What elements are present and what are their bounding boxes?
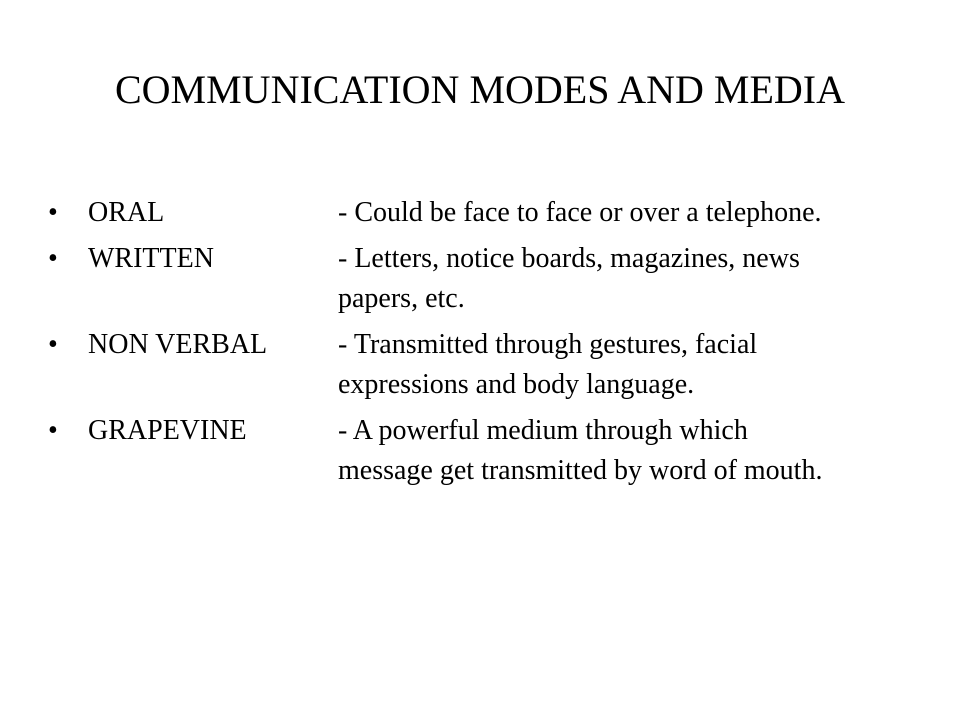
item-term: NON VERBAL bbox=[88, 329, 268, 360]
description-line: - A powerful medium through which bbox=[338, 415, 748, 446]
slide-title: COMMUNICATION MODES AND MEDIA bbox=[114, 67, 846, 112]
item-description bbox=[338, 325, 898, 405]
list-item-non-verbal bbox=[48, 325, 928, 405]
list-item-grapevine bbox=[48, 411, 928, 491]
description-line: message get transmitted by word of mouth. bbox=[338, 455, 823, 486]
list-item-oral bbox=[48, 193, 928, 233]
item-term: ORAL bbox=[88, 197, 165, 228]
item-term: WRITTEN bbox=[88, 243, 214, 274]
description-line: expressions and body language. bbox=[338, 369, 695, 400]
item-term: GRAPEVINE bbox=[88, 415, 247, 446]
description-line: - Transmitted through gestures, facial bbox=[338, 329, 758, 360]
bullet-list bbox=[48, 193, 928, 497]
bullet-icon: • bbox=[48, 329, 58, 360]
description-line: - Letters, notice boards, magazines, news bbox=[338, 243, 800, 274]
list-item-written bbox=[48, 239, 928, 319]
bullet-icon: • bbox=[48, 415, 58, 446]
description-line: - Could be face to face or over a telephone. bbox=[338, 197, 822, 228]
description-line: papers, etc. bbox=[338, 283, 465, 314]
item-description bbox=[338, 193, 898, 233]
item-description bbox=[338, 411, 898, 491]
bullet-icon: • bbox=[48, 243, 58, 274]
bullet-icon: • bbox=[48, 197, 58, 228]
item-description bbox=[338, 239, 898, 319]
